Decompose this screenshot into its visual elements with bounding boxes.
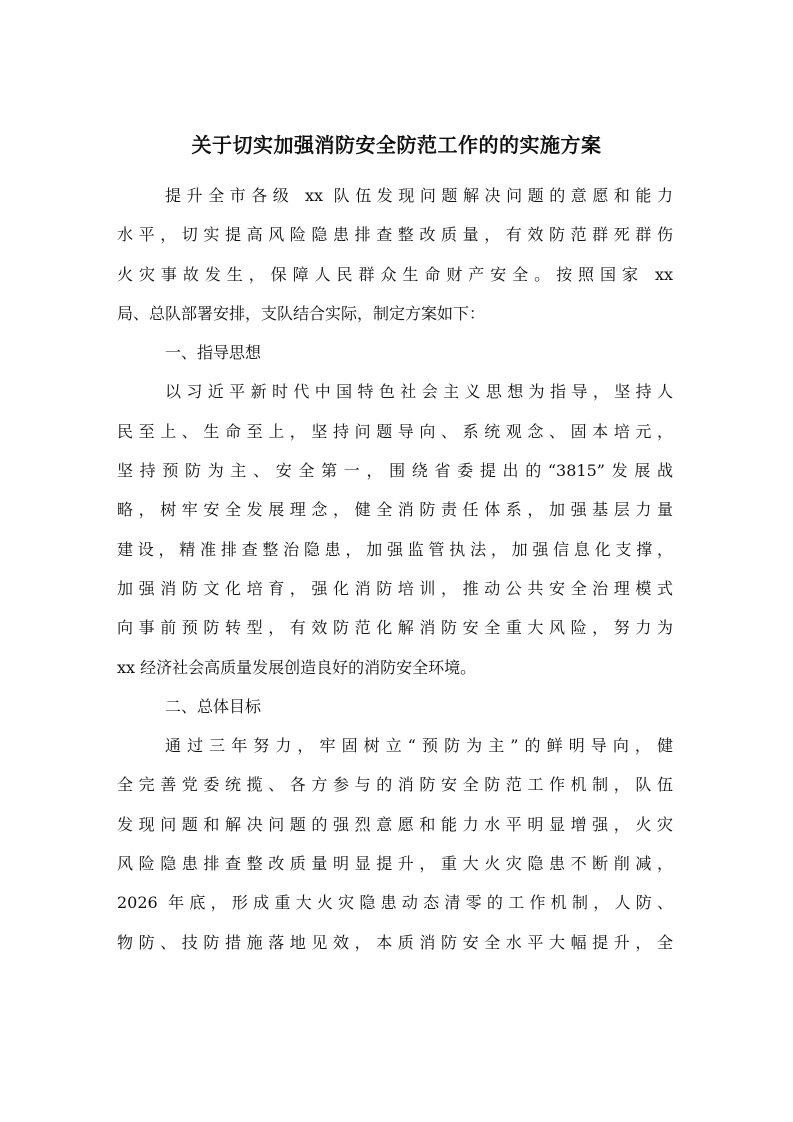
body-line: 加强消防文化培育，强化消防培训，推动公共安全治理模式	[117, 578, 673, 598]
body-line: 发现问题和解决问题的强烈意愿和能力水平明显增强，火灾	[117, 814, 673, 834]
body-line: 以习近平新时代中国特色社会主义思想为指导，坚持人	[165, 382, 673, 402]
body-line: 坚持预防为主、安全第一，围绕省委提出的“3815”发展战	[117, 461, 673, 481]
body-line: xx 经济社会高质量发展创造良好的消防安全环境。	[117, 657, 477, 677]
body-line: 水平，切实提高风险隐患排查整改质量，有效防范群死群伤	[117, 225, 673, 245]
body-line: 民至上、生命至上，坚持问题导向、系统观念、固本培元，	[117, 421, 673, 441]
body-line: 向事前预防转型，有效防范化解消防安全重大风险，努力为	[117, 618, 673, 638]
document-body	[117, 183, 673, 969]
body-line: 火灾事故发生，保障人民群众生命财产安全。按照国家 xx	[117, 264, 673, 284]
body-line: 物防、技防措施落地见效，本质消防安全水平大幅提升，全	[117, 932, 673, 952]
body-line: 风险隐患排查整改质量明显提升，重大火灾隐患不断削减，	[117, 854, 673, 874]
document-title: 关于切实加强消防安全防范工作的的实施方案	[191, 133, 602, 157]
body-line: 通过三年努力，牢固树立“预防为主”的鲜明导向，健	[165, 736, 673, 756]
body-line: 全完善党委统揽、各方参与的消防安全防范工作机制，队伍	[117, 775, 673, 795]
body-line: 提升全市各级 xx 队伍发现问题解决问题的意愿和能力	[165, 186, 673, 205]
body-line: 2026 年底，形成重大火灾隐患动态清零的工作机制，人防、	[117, 893, 673, 913]
body-line: 一、指导思想	[165, 343, 262, 363]
body-line: 建设，精准排查整治隐患，加强监管执法，加强信息化支撑，	[117, 539, 673, 559]
body-line: 局、总队部署安排，支队结合实际，制定方案如下：	[117, 303, 486, 323]
body-line: 略，树牢安全发展理念，健全消防责任体系，加强基层力量	[117, 500, 673, 520]
body-line: 二、总体目标	[165, 696, 262, 716]
